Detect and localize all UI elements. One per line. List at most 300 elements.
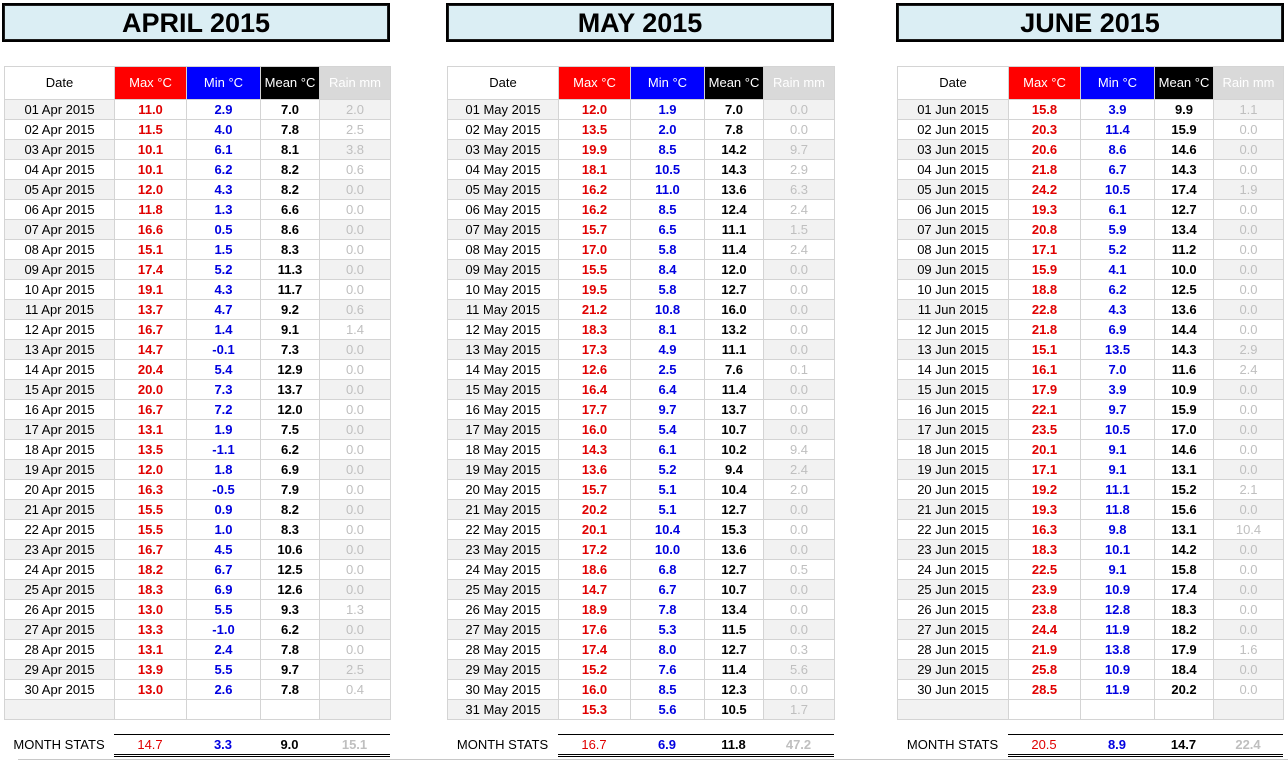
- cell-max[interactable]: 16.7: [115, 320, 187, 340]
- cell-rain[interactable]: 2.9: [1214, 340, 1284, 360]
- cell-min[interactable]: 5.4: [187, 360, 261, 380]
- cell-max[interactable]: 11.0: [115, 100, 187, 120]
- cell-rain[interactable]: 0.0: [764, 320, 835, 340]
- cell-max[interactable]: 16.7: [115, 400, 187, 420]
- cell-max[interactable]: 19.1: [115, 280, 187, 300]
- cell-min[interactable]: 7.0: [1081, 360, 1155, 380]
- cell-min[interactable]: 6.1: [631, 440, 705, 460]
- cell-max[interactable]: 12.0: [115, 460, 187, 480]
- cell-min[interactable]: 8.5: [631, 200, 705, 220]
- cell-date[interactable]: 20 Jun 2015: [898, 480, 1009, 500]
- cell-rain[interactable]: 2.9: [764, 160, 835, 180]
- cell-max[interactable]: 12.0: [559, 100, 631, 120]
- cell-date[interactable]: 28 Apr 2015: [5, 640, 115, 660]
- cell-max[interactable]: 19.2: [1009, 480, 1081, 500]
- cell-rain[interactable]: 0.0: [320, 380, 391, 400]
- cell-rain[interactable]: 2.1: [1214, 480, 1284, 500]
- cell-rain[interactable]: 0.0: [1214, 420, 1284, 440]
- cell-mean[interactable]: [1155, 700, 1214, 720]
- cell-mean[interactable]: 8.2: [261, 500, 320, 520]
- cell-max[interactable]: 16.2: [559, 200, 631, 220]
- cell-mean[interactable]: 11.1: [705, 340, 764, 360]
- cell-rain[interactable]: 0.0: [1214, 380, 1284, 400]
- cell-max[interactable]: 14.3: [559, 440, 631, 460]
- cell-min[interactable]: 6.7: [631, 580, 705, 600]
- cell-min[interactable]: 6.7: [187, 560, 261, 580]
- cell-rain[interactable]: 0.6: [320, 160, 391, 180]
- cell-date[interactable]: 11 Jun 2015: [898, 300, 1009, 320]
- cell-min[interactable]: -1.0: [187, 620, 261, 640]
- cell-max[interactable]: 14.7: [559, 580, 631, 600]
- cell-mean[interactable]: 12.6: [261, 580, 320, 600]
- cell-date[interactable]: 22 Jun 2015: [898, 520, 1009, 540]
- cell-min[interactable]: 1.9: [187, 420, 261, 440]
- cell-max[interactable]: 15.5: [115, 500, 187, 520]
- cell-rain[interactable]: 0.0: [1214, 500, 1284, 520]
- cell-min[interactable]: -0.1: [187, 340, 261, 360]
- cell-min[interactable]: 7.3: [187, 380, 261, 400]
- cell-max[interactable]: 18.1: [559, 160, 631, 180]
- cell-max[interactable]: 16.4: [559, 380, 631, 400]
- cell-rain[interactable]: 0.0: [1214, 140, 1284, 160]
- cell-max[interactable]: 18.2: [115, 560, 187, 580]
- cell-date[interactable]: 23 May 2015: [448, 540, 559, 560]
- cell-mean[interactable]: 9.3: [261, 600, 320, 620]
- cell-rain[interactable]: 0.0: [1214, 120, 1284, 140]
- cell-max[interactable]: 16.2: [559, 180, 631, 200]
- cell-rain[interactable]: 0.0: [764, 380, 835, 400]
- cell-date[interactable]: 06 Apr 2015: [5, 200, 115, 220]
- cell-rain[interactable]: 0.0: [320, 620, 391, 640]
- cell-mean[interactable]: 7.5: [261, 420, 320, 440]
- cell-max[interactable]: 13.0: [115, 680, 187, 700]
- cell-mean[interactable]: 15.9: [1155, 120, 1214, 140]
- cell-date[interactable]: 09 Jun 2015: [898, 260, 1009, 280]
- cell-rain[interactable]: 2.5: [320, 660, 391, 680]
- cell-date[interactable]: 03 Jun 2015: [898, 140, 1009, 160]
- cell-mean[interactable]: 8.2: [261, 160, 320, 180]
- cell-date[interactable]: 13 Jun 2015: [898, 340, 1009, 360]
- cell-rain[interactable]: 0.0: [320, 280, 391, 300]
- cell-min[interactable]: [1081, 700, 1155, 720]
- cell-rain[interactable]: 0.0: [320, 440, 391, 460]
- cell-max[interactable]: 20.6: [1009, 140, 1081, 160]
- cell-max[interactable]: 16.0: [559, 420, 631, 440]
- cell-min[interactable]: [187, 700, 261, 720]
- cell-max[interactable]: 21.8: [1009, 320, 1081, 340]
- cell-min[interactable]: 8.1: [631, 320, 705, 340]
- cell-min[interactable]: 10.5: [1081, 420, 1155, 440]
- cell-mean[interactable]: 10.6: [261, 540, 320, 560]
- cell-date[interactable]: 10 Apr 2015: [5, 280, 115, 300]
- cell-mean[interactable]: 14.3: [1155, 160, 1214, 180]
- cell-mean[interactable]: 10.9: [1155, 380, 1214, 400]
- cell-mean[interactable]: 11.2: [1155, 240, 1214, 260]
- cell-min[interactable]: 9.7: [631, 400, 705, 420]
- cell-rain[interactable]: 0.0: [1214, 560, 1284, 580]
- cell-min[interactable]: 4.1: [1081, 260, 1155, 280]
- cell-max[interactable]: 15.2: [559, 660, 631, 680]
- cell-mean[interactable]: 12.7: [705, 560, 764, 580]
- cell-max[interactable]: 13.5: [115, 440, 187, 460]
- cell-max[interactable]: 23.9: [1009, 580, 1081, 600]
- cell-date[interactable]: 08 May 2015: [448, 240, 559, 260]
- cell-min[interactable]: 5.1: [631, 500, 705, 520]
- cell-date[interactable]: 18 Jun 2015: [898, 440, 1009, 460]
- cell-date[interactable]: 07 May 2015: [448, 220, 559, 240]
- cell-date[interactable]: 24 Apr 2015: [5, 560, 115, 580]
- cell-mean[interactable]: 14.6: [1155, 140, 1214, 160]
- cell-max[interactable]: 15.1: [1009, 340, 1081, 360]
- cell-min[interactable]: 5.2: [631, 460, 705, 480]
- cell-max[interactable]: 13.7: [115, 300, 187, 320]
- cell-mean[interactable]: 7.8: [705, 120, 764, 140]
- cell-min[interactable]: 3.9: [1081, 100, 1155, 120]
- cell-min[interactable]: 7.8: [631, 600, 705, 620]
- cell-mean[interactable]: 12.3: [705, 680, 764, 700]
- cell-date[interactable]: 02 May 2015: [448, 120, 559, 140]
- cell-min[interactable]: 5.5: [187, 600, 261, 620]
- cell-rain[interactable]: 0.0: [1214, 260, 1284, 280]
- cell-min[interactable]: 10.9: [1081, 660, 1155, 680]
- cell-mean[interactable]: 12.0: [705, 260, 764, 280]
- cell-rain[interactable]: 1.7: [764, 700, 835, 720]
- cell-max[interactable]: 13.9: [115, 660, 187, 680]
- cell-mean[interactable]: 15.6: [1155, 500, 1214, 520]
- cell-rain[interactable]: 0.0: [1214, 240, 1284, 260]
- cell-max[interactable]: 20.2: [559, 500, 631, 520]
- cell-mean[interactable]: 11.4: [705, 380, 764, 400]
- cell-mean[interactable]: 14.2: [1155, 540, 1214, 560]
- cell-date[interactable]: 19 Jun 2015: [898, 460, 1009, 480]
- cell-date[interactable]: 25 Jun 2015: [898, 580, 1009, 600]
- cell-min[interactable]: 5.4: [631, 420, 705, 440]
- cell-rain[interactable]: 0.0: [764, 120, 835, 140]
- cell-date[interactable]: 15 May 2015: [448, 380, 559, 400]
- cell-max[interactable]: 20.1: [1009, 440, 1081, 460]
- cell-rain[interactable]: 1.1: [1214, 100, 1284, 120]
- cell-max[interactable]: 17.7: [559, 400, 631, 420]
- cell-min[interactable]: 6.4: [631, 380, 705, 400]
- cell-min[interactable]: 2.4: [187, 640, 261, 660]
- cell-max[interactable]: 12.6: [559, 360, 631, 380]
- cell-mean[interactable]: 14.3: [705, 160, 764, 180]
- cell-min[interactable]: 5.8: [631, 240, 705, 260]
- cell-date[interactable]: 09 Apr 2015: [5, 260, 115, 280]
- cell-mean[interactable]: 7.9: [261, 480, 320, 500]
- cell-rain[interactable]: 0.0: [1214, 220, 1284, 240]
- cell-min[interactable]: 4.7: [187, 300, 261, 320]
- cell-max[interactable]: 18.9: [559, 600, 631, 620]
- cell-max[interactable]: 17.2: [559, 540, 631, 560]
- cell-mean[interactable]: 11.5: [705, 620, 764, 640]
- cell-date[interactable]: 12 Jun 2015: [898, 320, 1009, 340]
- cell-max[interactable]: 23.5: [1009, 420, 1081, 440]
- cell-rain[interactable]: 2.4: [764, 200, 835, 220]
- cell-mean[interactable]: 12.7: [705, 640, 764, 660]
- cell-mean[interactable]: 9.7: [261, 660, 320, 680]
- cell-mean[interactable]: 6.2: [261, 440, 320, 460]
- cell-min[interactable]: 9.1: [1081, 460, 1155, 480]
- cell-mean[interactable]: 13.6: [1155, 300, 1214, 320]
- cell-mean[interactable]: 13.4: [705, 600, 764, 620]
- cell-mean[interactable]: 10.0: [1155, 260, 1214, 280]
- cell-min[interactable]: 11.8: [1081, 500, 1155, 520]
- cell-max[interactable]: 16.1: [1009, 360, 1081, 380]
- cell-date[interactable]: [898, 700, 1009, 720]
- cell-mean[interactable]: 7.8: [261, 680, 320, 700]
- cell-min[interactable]: 0.9: [187, 500, 261, 520]
- cell-min[interactable]: 12.8: [1081, 600, 1155, 620]
- cell-min[interactable]: 4.3: [1081, 300, 1155, 320]
- cell-mean[interactable]: 13.6: [705, 540, 764, 560]
- cell-rain[interactable]: 0.0: [320, 180, 391, 200]
- cell-min[interactable]: 4.0: [187, 120, 261, 140]
- cell-rain[interactable]: 0.0: [320, 360, 391, 380]
- cell-rain[interactable]: 0.0: [764, 540, 835, 560]
- cell-mean[interactable]: 6.9: [261, 460, 320, 480]
- cell-date[interactable]: 30 May 2015: [448, 680, 559, 700]
- cell-rain[interactable]: 0.0: [764, 600, 835, 620]
- cell-max[interactable]: 15.7: [559, 220, 631, 240]
- cell-mean[interactable]: 17.4: [1155, 580, 1214, 600]
- cell-rain[interactable]: 0.0: [764, 340, 835, 360]
- cell-date[interactable]: 05 May 2015: [448, 180, 559, 200]
- cell-mean[interactable]: 8.1: [261, 140, 320, 160]
- cell-date[interactable]: 06 Jun 2015: [898, 200, 1009, 220]
- cell-min[interactable]: 10.1: [1081, 540, 1155, 560]
- cell-min[interactable]: 1.5: [187, 240, 261, 260]
- cell-max[interactable]: 18.8: [1009, 280, 1081, 300]
- cell-rain[interactable]: 2.0: [320, 100, 391, 120]
- cell-min[interactable]: 5.5: [187, 660, 261, 680]
- cell-date[interactable]: 29 May 2015: [448, 660, 559, 680]
- cell-max[interactable]: 24.2: [1009, 180, 1081, 200]
- cell-date[interactable]: 26 May 2015: [448, 600, 559, 620]
- cell-max[interactable]: 24.4: [1009, 620, 1081, 640]
- cell-rain[interactable]: 6.3: [764, 180, 835, 200]
- cell-rain[interactable]: 0.1: [764, 360, 835, 380]
- cell-min[interactable]: 5.8: [631, 280, 705, 300]
- cell-date[interactable]: 25 Apr 2015: [5, 580, 115, 600]
- cell-rain[interactable]: 0.0: [320, 340, 391, 360]
- cell-max[interactable]: 13.3: [115, 620, 187, 640]
- cell-rain[interactable]: 0.0: [320, 540, 391, 560]
- cell-date[interactable]: 08 Jun 2015: [898, 240, 1009, 260]
- cell-mean[interactable]: 15.9: [1155, 400, 1214, 420]
- cell-mean[interactable]: [261, 700, 320, 720]
- cell-min[interactable]: 4.3: [187, 180, 261, 200]
- cell-rain[interactable]: 0.0: [1214, 400, 1284, 420]
- cell-date[interactable]: 27 Jun 2015: [898, 620, 1009, 640]
- cell-date[interactable]: 17 Apr 2015: [5, 420, 115, 440]
- cell-max[interactable]: 20.0: [115, 380, 187, 400]
- cell-max[interactable]: 15.3: [559, 700, 631, 720]
- cell-min[interactable]: 6.9: [187, 580, 261, 600]
- cell-min[interactable]: 2.6: [187, 680, 261, 700]
- cell-min[interactable]: 2.5: [631, 360, 705, 380]
- cell-rain[interactable]: 0.0: [1214, 300, 1284, 320]
- cell-rain[interactable]: 2.4: [1214, 360, 1284, 380]
- cell-min[interactable]: 11.9: [1081, 620, 1155, 640]
- cell-rain[interactable]: 0.0: [320, 200, 391, 220]
- cell-rain[interactable]: 0.0: [764, 100, 835, 120]
- cell-mean[interactable]: 13.7: [705, 400, 764, 420]
- cell-min[interactable]: -1.1: [187, 440, 261, 460]
- cell-date[interactable]: 18 Apr 2015: [5, 440, 115, 460]
- cell-min[interactable]: 8.0: [631, 640, 705, 660]
- cell-date[interactable]: 19 May 2015: [448, 460, 559, 480]
- cell-min[interactable]: -0.5: [187, 480, 261, 500]
- cell-rain[interactable]: 0.0: [320, 520, 391, 540]
- cell-min[interactable]: 7.6: [631, 660, 705, 680]
- cell-date[interactable]: 17 May 2015: [448, 420, 559, 440]
- cell-date[interactable]: 25 May 2015: [448, 580, 559, 600]
- cell-min[interactable]: 9.1: [1081, 440, 1155, 460]
- cell-date[interactable]: 03 Apr 2015: [5, 140, 115, 160]
- cell-mean[interactable]: 11.7: [261, 280, 320, 300]
- cell-date[interactable]: 09 May 2015: [448, 260, 559, 280]
- cell-mean[interactable]: 12.4: [705, 200, 764, 220]
- cell-rain[interactable]: 0.0: [320, 460, 391, 480]
- cell-date[interactable]: 29 Apr 2015: [5, 660, 115, 680]
- cell-date[interactable]: 06 May 2015: [448, 200, 559, 220]
- cell-mean[interactable]: 12.5: [1155, 280, 1214, 300]
- cell-max[interactable]: 18.3: [115, 580, 187, 600]
- cell-min[interactable]: 10.5: [1081, 180, 1155, 200]
- cell-max[interactable]: 20.3: [1009, 120, 1081, 140]
- cell-rain[interactable]: 0.0: [764, 260, 835, 280]
- cell-max[interactable]: 13.1: [115, 640, 187, 660]
- cell-max[interactable]: 13.6: [559, 460, 631, 480]
- cell-date[interactable]: 26 Jun 2015: [898, 600, 1009, 620]
- cell-date[interactable]: 23 Jun 2015: [898, 540, 1009, 560]
- cell-mean[interactable]: 13.2: [705, 320, 764, 340]
- cell-mean[interactable]: 7.8: [261, 120, 320, 140]
- cell-max[interactable]: 22.5: [1009, 560, 1081, 580]
- cell-max[interactable]: 19.3: [1009, 200, 1081, 220]
- cell-rain[interactable]: 0.0: [320, 560, 391, 580]
- cell-date[interactable]: 10 Jun 2015: [898, 280, 1009, 300]
- cell-rain[interactable]: 0.0: [1214, 620, 1284, 640]
- cell-mean[interactable]: 7.0: [705, 100, 764, 120]
- cell-mean[interactable]: 12.7: [705, 280, 764, 300]
- cell-max[interactable]: 16.0: [559, 680, 631, 700]
- cell-date[interactable]: 05 Jun 2015: [898, 180, 1009, 200]
- cell-mean[interactable]: 6.2: [261, 620, 320, 640]
- cell-max[interactable]: 17.0: [559, 240, 631, 260]
- cell-rain[interactable]: 0.0: [764, 400, 835, 420]
- cell-mean[interactable]: 13.1: [1155, 520, 1214, 540]
- cell-date[interactable]: 27 May 2015: [448, 620, 559, 640]
- cell-min[interactable]: 1.8: [187, 460, 261, 480]
- cell-max[interactable]: 18.3: [559, 320, 631, 340]
- cell-max[interactable]: [115, 700, 187, 720]
- cell-date[interactable]: 11 Apr 2015: [5, 300, 115, 320]
- cell-min[interactable]: 6.2: [187, 160, 261, 180]
- cell-mean[interactable]: 11.4: [705, 240, 764, 260]
- cell-min[interactable]: 5.9: [1081, 220, 1155, 240]
- cell-max[interactable]: 20.1: [559, 520, 631, 540]
- cell-mean[interactable]: 10.5: [705, 700, 764, 720]
- cell-min[interactable]: 9.1: [1081, 560, 1155, 580]
- cell-rain[interactable]: 0.0: [1214, 160, 1284, 180]
- cell-date[interactable]: 29 Jun 2015: [898, 660, 1009, 680]
- cell-max[interactable]: 13.1: [115, 420, 187, 440]
- cell-date[interactable]: 11 May 2015: [448, 300, 559, 320]
- cell-date[interactable]: 16 Apr 2015: [5, 400, 115, 420]
- cell-max[interactable]: 22.8: [1009, 300, 1081, 320]
- cell-rain[interactable]: 0.3: [764, 640, 835, 660]
- cell-mean[interactable]: 10.7: [705, 420, 764, 440]
- cell-min[interactable]: 6.8: [631, 560, 705, 580]
- cell-rain[interactable]: 0.0: [764, 500, 835, 520]
- cell-date[interactable]: [5, 700, 115, 720]
- cell-rain[interactable]: 0.0: [764, 680, 835, 700]
- cell-date[interactable]: 28 May 2015: [448, 640, 559, 660]
- cell-max[interactable]: 16.3: [1009, 520, 1081, 540]
- cell-max[interactable]: 17.4: [559, 640, 631, 660]
- cell-rain[interactable]: [320, 700, 391, 720]
- cell-date[interactable]: 22 Apr 2015: [5, 520, 115, 540]
- cell-min[interactable]: 10.4: [631, 520, 705, 540]
- cell-min[interactable]: 4.5: [187, 540, 261, 560]
- cell-min[interactable]: 8.6: [1081, 140, 1155, 160]
- cell-mean[interactable]: 15.3: [705, 520, 764, 540]
- cell-mean[interactable]: 14.3: [1155, 340, 1214, 360]
- cell-rain[interactable]: 9.7: [764, 140, 835, 160]
- cell-date[interactable]: 01 May 2015: [448, 100, 559, 120]
- cell-date[interactable]: 02 Apr 2015: [5, 120, 115, 140]
- cell-mean[interactable]: 9.4: [705, 460, 764, 480]
- cell-date[interactable]: 31 May 2015: [448, 700, 559, 720]
- cell-date[interactable]: 19 Apr 2015: [5, 460, 115, 480]
- cell-mean[interactable]: 9.2: [261, 300, 320, 320]
- cell-min[interactable]: 8.5: [631, 140, 705, 160]
- cell-max[interactable]: 12.0: [115, 180, 187, 200]
- cell-max[interactable]: 11.5: [115, 120, 187, 140]
- cell-mean[interactable]: 12.7: [1155, 200, 1214, 220]
- cell-min[interactable]: 4.3: [187, 280, 261, 300]
- cell-rain[interactable]: 2.0: [764, 480, 835, 500]
- cell-mean[interactable]: 13.4: [1155, 220, 1214, 240]
- cell-rain[interactable]: 0.0: [320, 260, 391, 280]
- cell-max[interactable]: 17.1: [1009, 240, 1081, 260]
- cell-rain[interactable]: 2.4: [764, 240, 835, 260]
- cell-date[interactable]: 04 Apr 2015: [5, 160, 115, 180]
- cell-mean[interactable]: 12.0: [261, 400, 320, 420]
- cell-date[interactable]: 04 May 2015: [448, 160, 559, 180]
- cell-rain[interactable]: 0.0: [1214, 580, 1284, 600]
- cell-date[interactable]: 30 Apr 2015: [5, 680, 115, 700]
- cell-max[interactable]: 17.3: [559, 340, 631, 360]
- cell-rain[interactable]: 2.4: [764, 460, 835, 480]
- cell-date[interactable]: 23 Apr 2015: [5, 540, 115, 560]
- cell-mean[interactable]: 7.3: [261, 340, 320, 360]
- cell-rain[interactable]: 0.0: [1214, 280, 1284, 300]
- cell-max[interactable]: 23.8: [1009, 600, 1081, 620]
- cell-date[interactable]: 15 Jun 2015: [898, 380, 1009, 400]
- cell-max[interactable]: 14.7: [115, 340, 187, 360]
- cell-max[interactable]: 17.1: [1009, 460, 1081, 480]
- cell-max[interactable]: 20.4: [115, 360, 187, 380]
- cell-min[interactable]: 6.5: [631, 220, 705, 240]
- cell-mean[interactable]: 13.6: [705, 180, 764, 200]
- cell-mean[interactable]: 8.3: [261, 520, 320, 540]
- cell-date[interactable]: 04 Jun 2015: [898, 160, 1009, 180]
- cell-date[interactable]: 15 Apr 2015: [5, 380, 115, 400]
- cell-min[interactable]: 9.7: [1081, 400, 1155, 420]
